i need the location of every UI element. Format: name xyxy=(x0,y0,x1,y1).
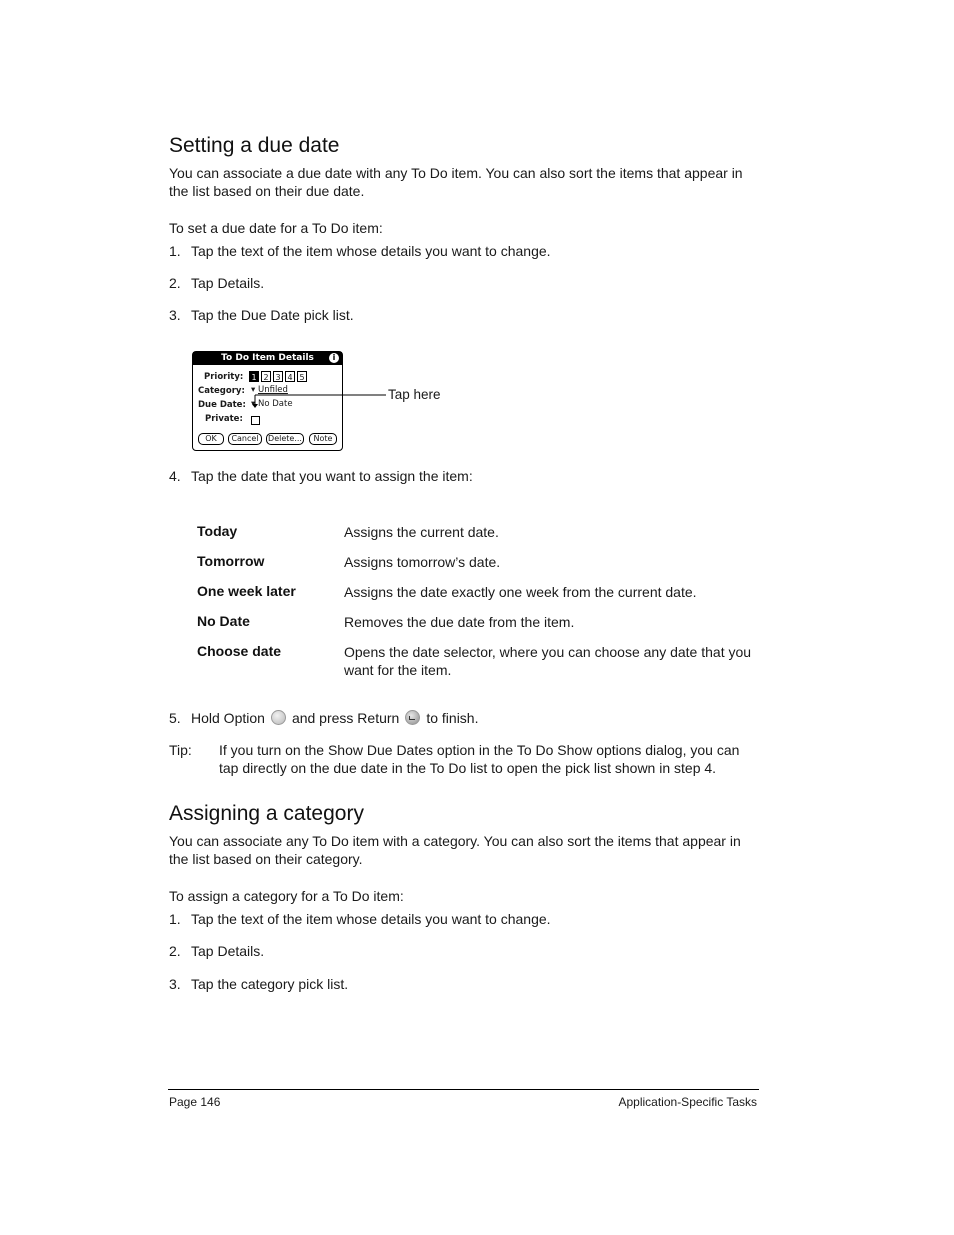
option-desc: Assigns the date exactly one week from the current date. xyxy=(344,584,697,600)
procedure-title: To assign a category for a To Do item: xyxy=(169,888,404,904)
private-checkbox xyxy=(251,416,260,425)
option-term: No Date xyxy=(197,613,250,629)
step-item: 2. Tap Details. xyxy=(169,275,265,291)
option-term: Choose date xyxy=(197,643,282,659)
dialog-title: To Do Item Details xyxy=(193,352,342,365)
option-desc: Assigns tomorrow’s date. xyxy=(344,554,501,570)
private-label: Private: xyxy=(205,414,243,424)
ok-button: OK xyxy=(198,433,224,445)
cancel-button: Cancel xyxy=(228,433,262,445)
priority-option: 1 xyxy=(249,371,259,382)
priority-option: 2 xyxy=(261,371,271,382)
step-item: 2. Tap Details. xyxy=(169,943,265,959)
option-desc: Opens the date selector, where you can choose any date that you want for the item. xyxy=(344,644,752,678)
category-picker: ▾ Unfiled xyxy=(251,385,288,395)
priority-option: 5 xyxy=(297,371,307,382)
callout-label: Tap here xyxy=(388,387,441,402)
delete-button: Delete... xyxy=(266,433,304,445)
intro-paragraph: You can associate a due date with any To Do item. You can also sort the items that appear in the list based on their due date. xyxy=(169,165,743,199)
option-term: One week later xyxy=(197,583,296,599)
callout-line xyxy=(240,390,390,410)
step-item: 3. Tap the Due Date pick list. xyxy=(169,307,354,323)
step-item: 1. Tap the text of the item whose details you want to change. xyxy=(169,243,551,259)
step-item: 4. Tap the date that you want to assign the item: xyxy=(169,468,473,484)
option-desc: Removes the due date from the item. xyxy=(344,614,575,630)
section-heading-due-date: Setting a due date xyxy=(169,134,340,157)
info-icon: i xyxy=(329,353,339,363)
triangle-down-icon: ▾ xyxy=(251,385,256,395)
section-heading-category: Assigning a category xyxy=(169,802,364,825)
tip-label: Tip: xyxy=(169,742,192,758)
option-term: Tomorrow xyxy=(197,553,265,569)
due-date-picker: No Date xyxy=(251,399,293,409)
chapter-title: Application-Specific Tasks xyxy=(618,1095,757,1109)
priority-option: 4 xyxy=(285,371,295,382)
footer-rule xyxy=(168,1089,759,1090)
note-button: Note xyxy=(309,433,337,445)
procedure-title: To set a due date for a To Do item: xyxy=(169,220,383,236)
intro-paragraph: You can associate any To Do item with a category. You can also sort the items that appear in the list based on their category. xyxy=(169,833,741,867)
option-term: Today xyxy=(197,523,238,539)
priority-option: 3 xyxy=(273,371,283,382)
tip-text: If you turn on the Show Due Dates option in the To Do Show options dialog, you can tap directly on the due date in the To Do list to open the pick list shown in step 4. xyxy=(219,742,740,776)
priority-label: Priority: xyxy=(204,372,244,382)
step-item: 1. Tap the text of the item whose details you want to change. xyxy=(169,911,551,927)
option-key-icon xyxy=(271,710,286,725)
category-label: Category: xyxy=(198,386,245,396)
option-desc: Assigns the current date. xyxy=(344,524,499,540)
due-date-label: Due Date: xyxy=(198,400,246,410)
step-item: 3. Tap the category pick list. xyxy=(169,976,349,992)
page-number: Page 146 xyxy=(169,1095,221,1109)
step-item: 5. Hold Option and press Return to finish. xyxy=(169,710,479,726)
return-key-icon xyxy=(405,710,420,725)
